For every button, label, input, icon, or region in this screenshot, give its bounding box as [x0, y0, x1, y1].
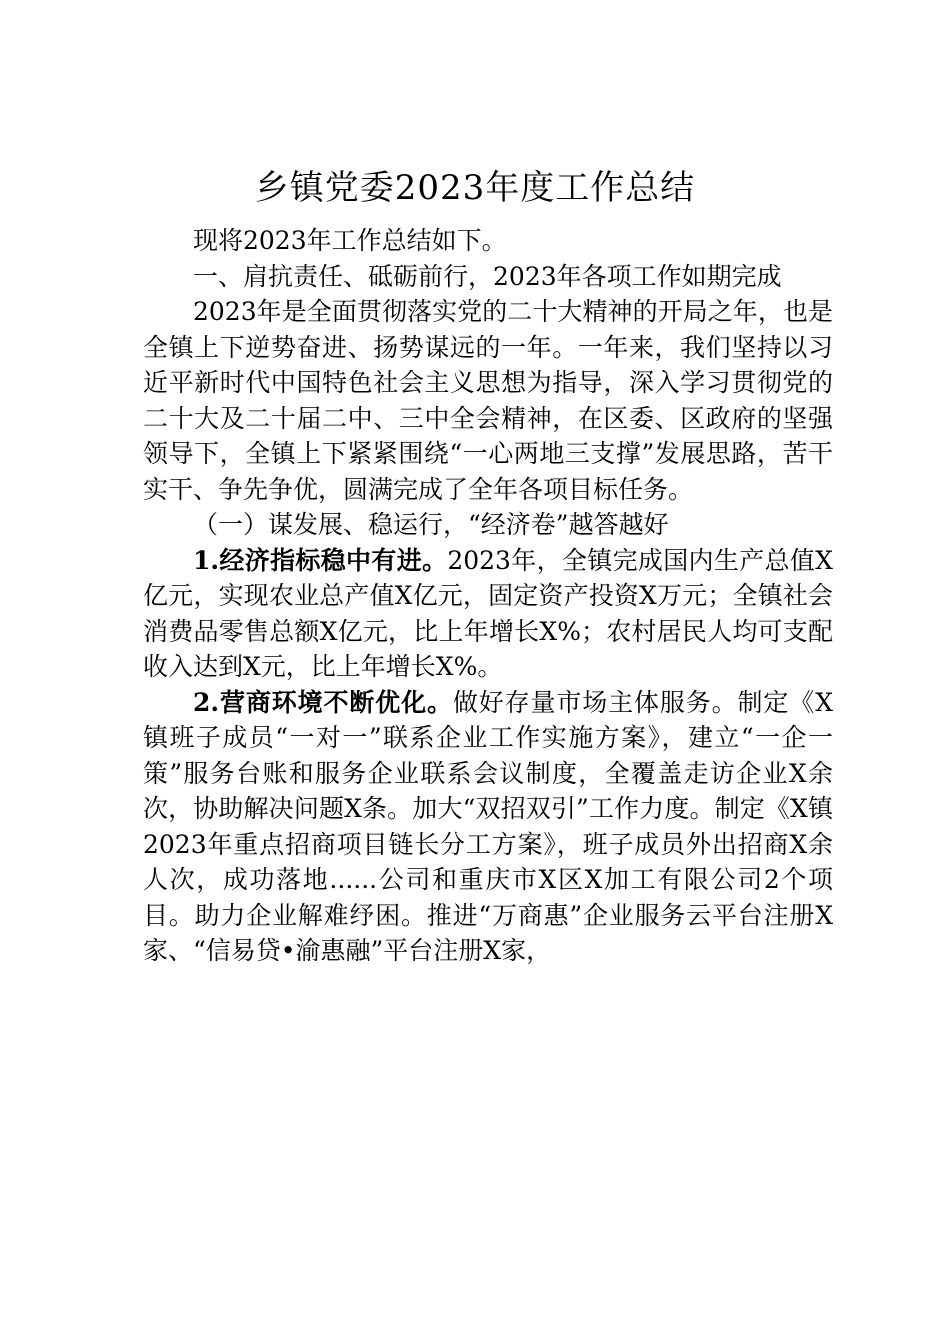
paragraph-lead: 2.营商环境不断优化。 — [193, 687, 453, 717]
paragraph-lead: 1.经济指标稳中有进。 — [193, 545, 448, 575]
paragraph-text: 做好存量市场主体服务。制定《X镇班子成员“一对一”联系企业工作实施方案》，建立“一企一策”服务台账和服务企业联系会议制度，全覆盖走访企业X余次，协助解决问题X条。加大“双招双引”工作力度。制定《X镇2023年重点招商项目链长分工方案》，班子成员外出招商X余人次，成功落地......公司和重庆市X区X加工有限公司2个项目。助力企业解难纾困。推进“万商惠”企业服务云平台注册X家、“信易贷•渝惠融”平台注册X家， — [143, 687, 833, 965]
paragraph-text: 2023年是全面贯彻落实党的二十大精神的开局之年，也是全镇上下逆势奋进、扬势谋远的一年。一年来，我们坚持以习近平新时代中国特色社会主义思想为指导，深入学习贯彻党的二十大及二十届二中、三中全会精神，在区委、区政府的坚强领导下，全镇上下紧紧围绕“一心两地三支撑”发展思路，苦干实干、争先争优，圆满完成了全年各项目标任务。 — [143, 297, 833, 504]
paragraph-overview — [143, 294, 833, 507]
paragraph-text: 一、肩抗责任、砥砺前行，2023年各项工作如期完成 — [193, 261, 782, 291]
document-title: 乡镇党委2023年度工作总结 — [254, 168, 696, 208]
paragraph-text: （一）谋发展、稳运行，“经济卷”越答越好 — [193, 510, 669, 539]
paragraph-intro — [143, 223, 833, 259]
section-heading-1 — [143, 259, 833, 295]
document-body — [143, 223, 833, 969]
paragraph-text: 2023年，全镇完成国内生产总值X亿元，实现农业总产值X亿元，固定资产投资X万元；全镇社会消费品零售总额X亿元，比上年增长X%；农村居民人均可支配收入达到X元，比上年增长X%。 — [143, 545, 833, 681]
subsection-heading-1 — [143, 507, 833, 543]
paragraph-text: 现将2023年工作总结如下。 — [193, 226, 507, 255]
paragraph-business-environment — [143, 685, 833, 969]
paragraph-economic-indicators — [143, 543, 833, 685]
